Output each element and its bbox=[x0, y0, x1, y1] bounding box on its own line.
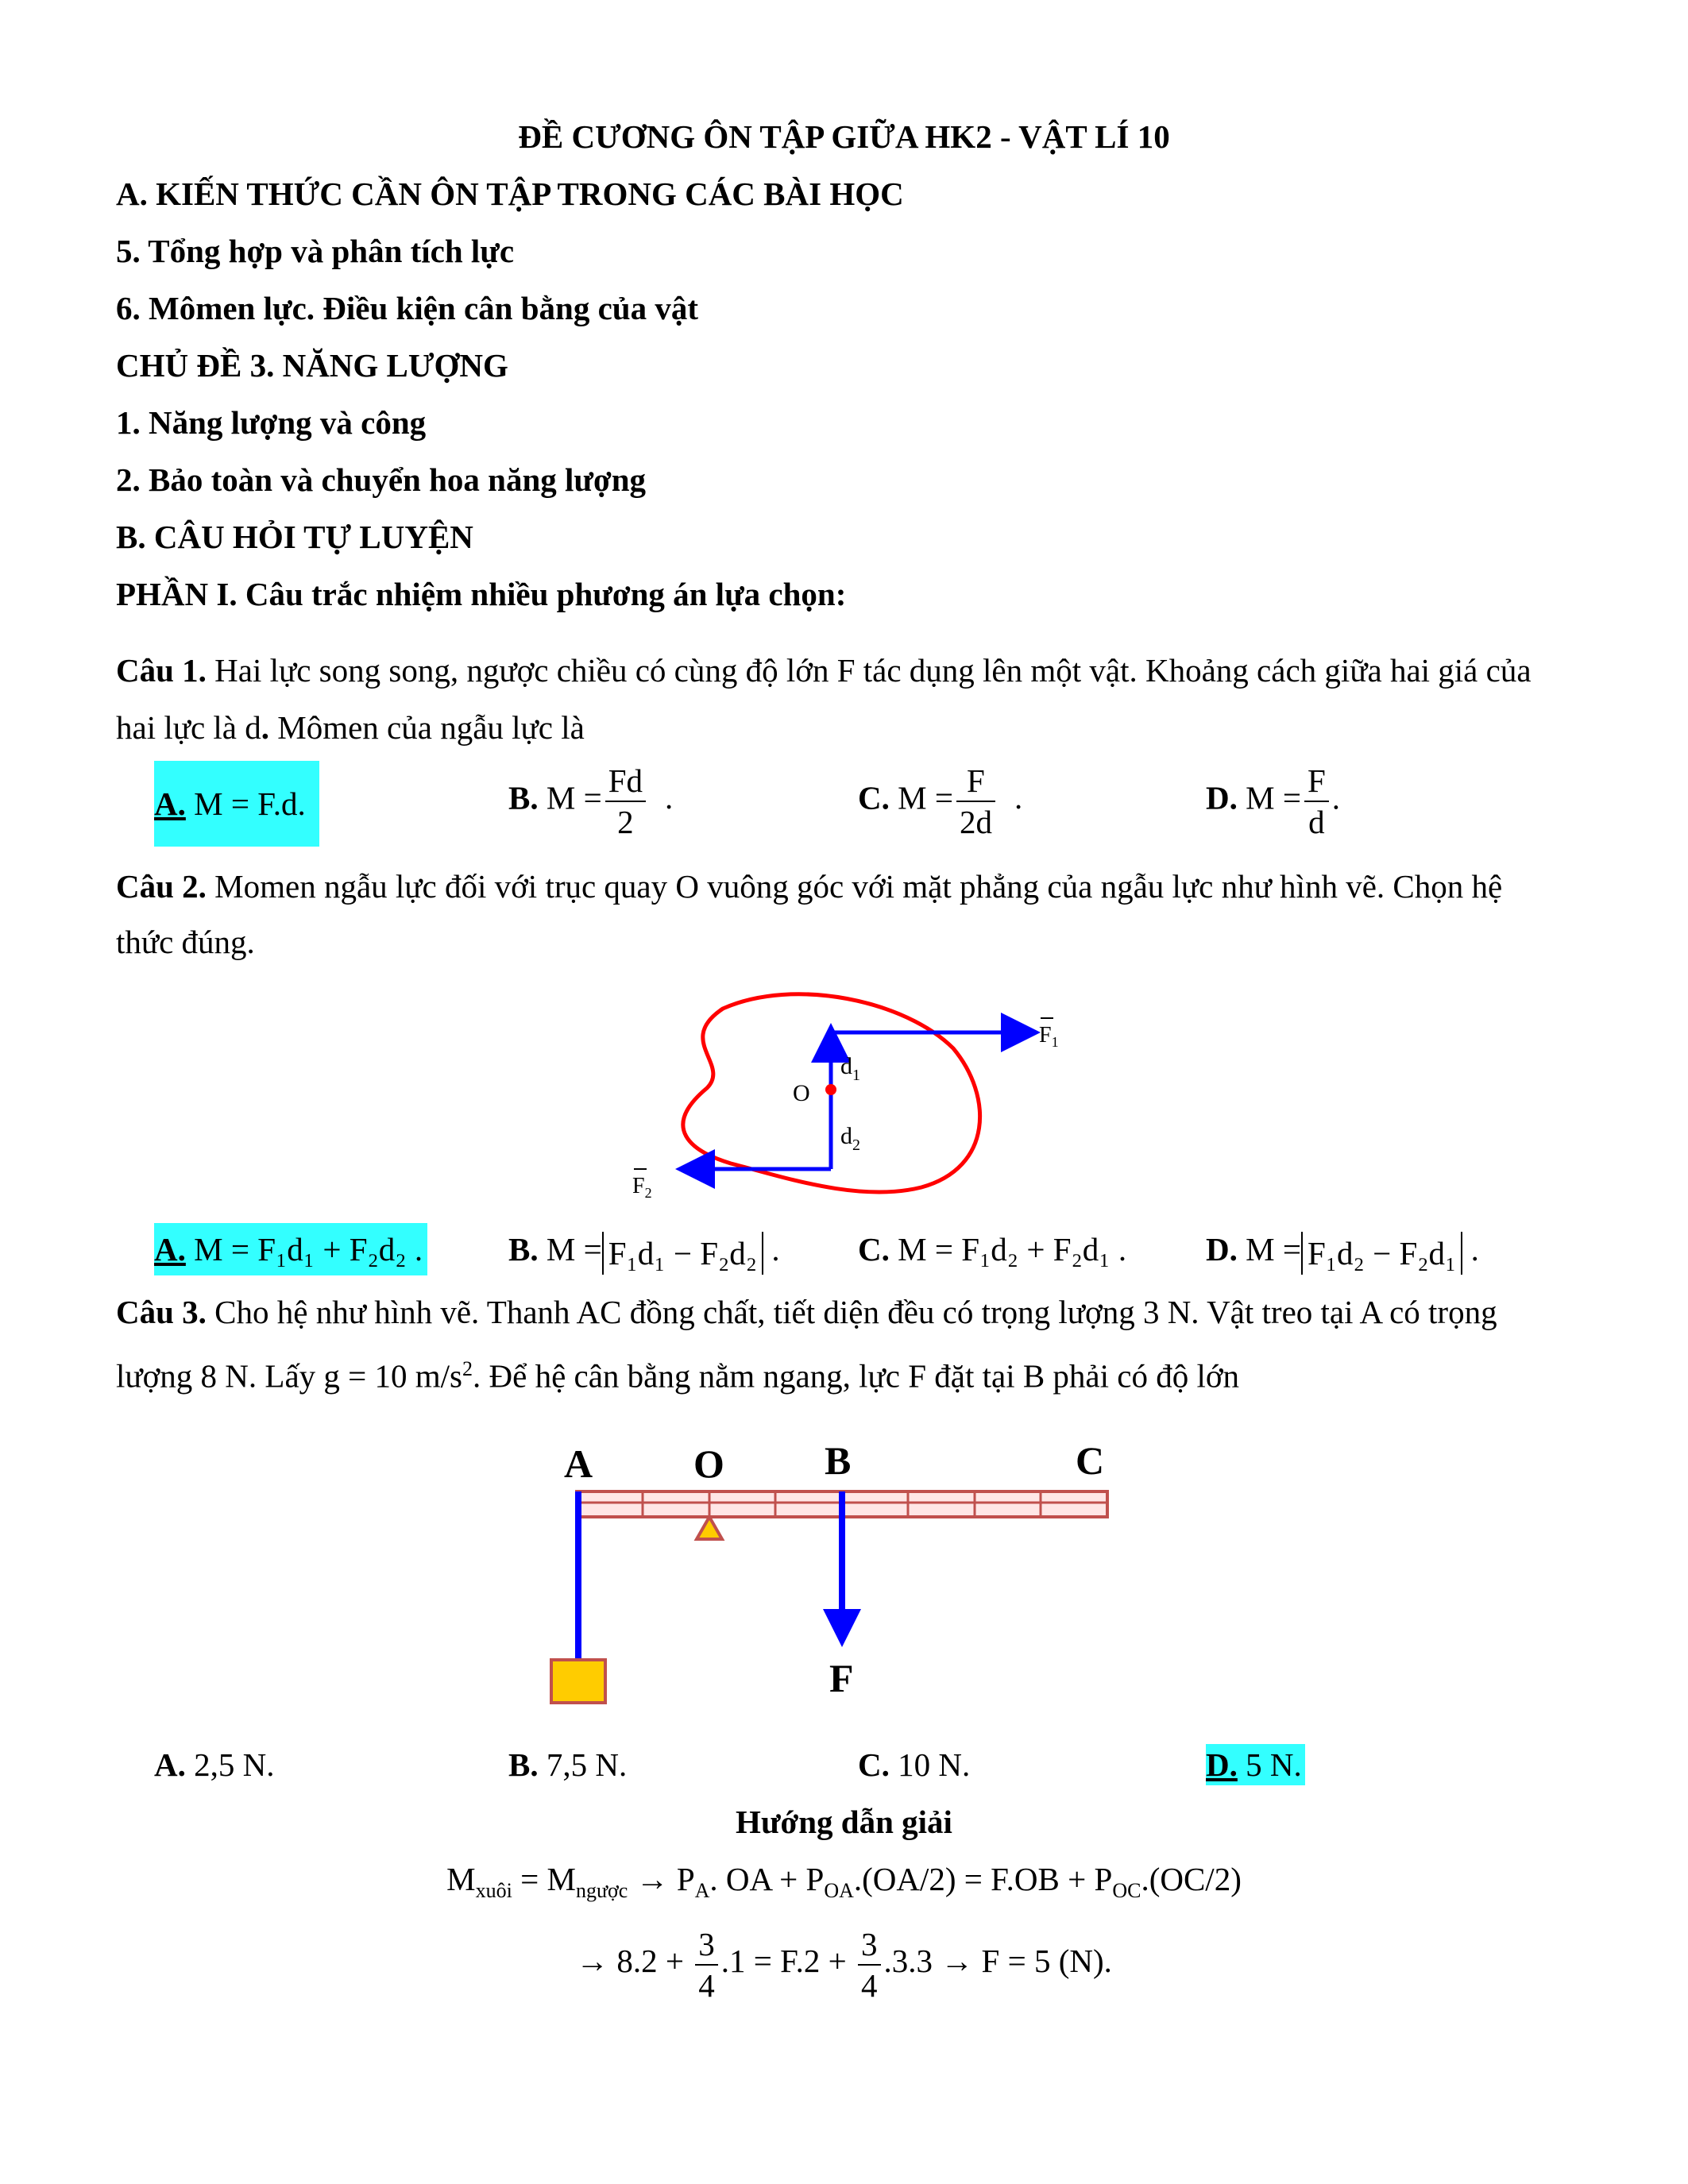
q1-option-b[interactable]: B. M = $\frac{Fd}{2}$ . bbox=[508, 762, 674, 840]
label-o: O bbox=[793, 1080, 810, 1106]
option-text: M = F.d bbox=[194, 785, 298, 822]
solution-title: Hướng dẫn giải bbox=[736, 1804, 952, 1840]
option-label: A. bbox=[154, 1746, 186, 1783]
label-d1: $d_1$ bbox=[840, 1053, 860, 1084]
option-label: C. bbox=[858, 779, 890, 816]
section-b-heading: B. CÂU HỎI TỰ LUYỆN bbox=[116, 519, 473, 555]
option-lhs: M = bbox=[1246, 779, 1301, 816]
pivot-o bbox=[825, 1084, 836, 1095]
option-label: C. bbox=[858, 1746, 890, 1783]
option-text: 5 N. bbox=[1237, 1746, 1302, 1783]
option-text: 2,5 N. bbox=[185, 1746, 275, 1783]
q3-option-b[interactable] bbox=[508, 1744, 627, 1785]
q1-option-a[interactable]: A. M = F.d. bbox=[154, 761, 319, 847]
q1-label: Câu 1. bbox=[116, 652, 207, 689]
option-label: D. bbox=[1206, 779, 1238, 816]
option-text: M = F₁d₁ + F₂d₂ bbox=[194, 1231, 407, 1268]
q2-option-c[interactable]: C. M = F₁d₂ + F₂d₁ . bbox=[858, 1231, 1127, 1268]
option-lhs: M = bbox=[1246, 1231, 1301, 1268]
option-label: A. bbox=[154, 1231, 186, 1268]
fraction: $\frac{F}{d}$ bbox=[1304, 761, 1329, 842]
q3-text: Cho hệ như hình vẽ. Thanh AC đồng chất, tiết diện đều có trọng lượng 3 N. Vật treo tại A có trọng bbox=[206, 1294, 1497, 1330]
q2-figure bbox=[620, 985, 1112, 1207]
q3-option-c[interactable] bbox=[858, 1744, 970, 1785]
option-lhs: M = bbox=[546, 779, 602, 816]
q2-text-line1 bbox=[116, 866, 1502, 907]
label-a: A bbox=[564, 1441, 593, 1486]
q3-option-a[interactable] bbox=[154, 1744, 274, 1785]
label-c: C bbox=[1076, 1438, 1105, 1483]
q1-text-line1 bbox=[116, 650, 1532, 691]
q1-text2: hai lực là d bbox=[116, 709, 261, 746]
topic-item: 2. Bảo toàn và chuyển hoa năng lượng bbox=[116, 461, 647, 498]
topic-item: 6. Mômen lực. Điều kiện cân bằng của vật bbox=[116, 290, 698, 326]
label-f2: $F_2$ bbox=[632, 1174, 652, 1201]
q1-text: Hai lực song song, ngược chiều có cùng độ lớn F tác dụng lên một vật. Khoảng cách giữa hai giá của bbox=[206, 652, 1532, 689]
topic-item: CHỦ ĐỀ 3. NĂNG LƯỢNG bbox=[116, 347, 508, 384]
q1-option-c[interactable]: C. M = $\frac{F}{2d}$ . bbox=[858, 762, 1023, 840]
option-text: F₁d₁ − F₂d₂ bbox=[602, 1232, 763, 1275]
label-b: B bbox=[825, 1438, 852, 1483]
q1-period: . bbox=[261, 709, 269, 746]
q3-figure bbox=[540, 1422, 1128, 1707]
solution-line2: → 8.2 + $\frac{3}{4}$ .1 = F.2 + $\frac{3}{4}$ .3.3 → F = 5 (N). bbox=[576, 1925, 1112, 2004]
q2-text: Momen ngẫu lực đối với trục quay O vuông góc với mặt phẳng của ngẫu lực như hình vẽ. Chọn hệ bbox=[206, 868, 1503, 905]
option-label: D. bbox=[1206, 1231, 1238, 1268]
q2-option-b[interactable]: B. M = F₁d₁ − F₂d₂ . bbox=[508, 1223, 780, 1275]
label-f1: $F_1$ bbox=[1039, 1023, 1059, 1050]
part1-heading: PHẦN I. Câu trắc nhiệm nhiều phương án lựa chọn: bbox=[116, 576, 847, 612]
label-o: O bbox=[693, 1441, 724, 1486]
option-lhs: M = bbox=[898, 779, 953, 816]
hanging-block bbox=[551, 1660, 605, 1703]
q3-text-line1 bbox=[116, 1291, 1497, 1333]
label-f: F bbox=[829, 1656, 854, 1700]
label-d2: $d_2$ bbox=[840, 1123, 860, 1154]
option-label: B. bbox=[508, 1746, 539, 1783]
fraction: $\frac{3}{4}$ bbox=[695, 1924, 718, 2005]
option-label: A. bbox=[154, 785, 186, 822]
q2-label: Câu 2. bbox=[116, 868, 207, 905]
q1-text-line2 bbox=[116, 707, 585, 748]
q3-label: Câu 3. bbox=[116, 1294, 207, 1330]
section-a-heading: A. KIẾN THỨC CẦN ÔN TẬP TRONG CÁC BÀI HỌC bbox=[116, 176, 904, 212]
q1-text2c: Mômen của ngẫu lực là bbox=[269, 709, 585, 746]
option-label: C. bbox=[858, 1231, 890, 1268]
option-text: 10 N. bbox=[889, 1746, 971, 1783]
topic-item: 1. Năng lượng và công bbox=[116, 404, 427, 441]
option-text: 7,5 N. bbox=[538, 1746, 628, 1783]
q2-option-d[interactable]: D. M = F₁d₂ − F₂d₁ . bbox=[1206, 1223, 1479, 1275]
q2-text-line2: thức đúng. bbox=[116, 924, 255, 960]
fraction: $\frac{3}{4}$ bbox=[858, 1924, 881, 2005]
q3-text-line2: lượng 8 N. Lấy g = 10 $m/s^2$. Để hệ cân bằng nằm ngang, lực F đặt tại B phải có độ lớn bbox=[116, 1357, 1240, 1395]
option-label: B. bbox=[508, 779, 539, 816]
topic-item: 5. Tổng hợp và phân tích lực bbox=[116, 233, 515, 269]
fraction: $\frac{F}{2d}$ bbox=[956, 761, 995, 842]
q1-option-d[interactable]: D. M = $\frac{F}{d}$ . bbox=[1206, 762, 1340, 840]
pivot-triangle bbox=[697, 1517, 722, 1539]
fraction: $\frac{Fd}{2}$ bbox=[605, 761, 646, 842]
page-title: ĐỀ CƯƠNG ÔN TẬP GIỮA HK2 - VẬT LÍ 10 bbox=[518, 118, 1170, 155]
solution-line1: $M_{xuôi} = M_{ngược} \to P_A$. OA + $P_{OA}.(OA/2) = F.OB + P_{OC}.(OC/2)$ bbox=[446, 1861, 1242, 1903]
option-label: B. bbox=[508, 1231, 539, 1268]
option-text: F₁d₂ − F₂d₁ bbox=[1301, 1232, 1462, 1275]
option-lhs: M = bbox=[546, 1231, 602, 1268]
option-label: D. bbox=[1206, 1746, 1238, 1783]
q2-option-a[interactable]: A. M = F₁d₁ + F₂d₂ . bbox=[154, 1223, 427, 1275]
q3-option-d[interactable] bbox=[1206, 1744, 1305, 1785]
option-text: M = F₁d₂ + F₂d₁ bbox=[898, 1231, 1111, 1268]
